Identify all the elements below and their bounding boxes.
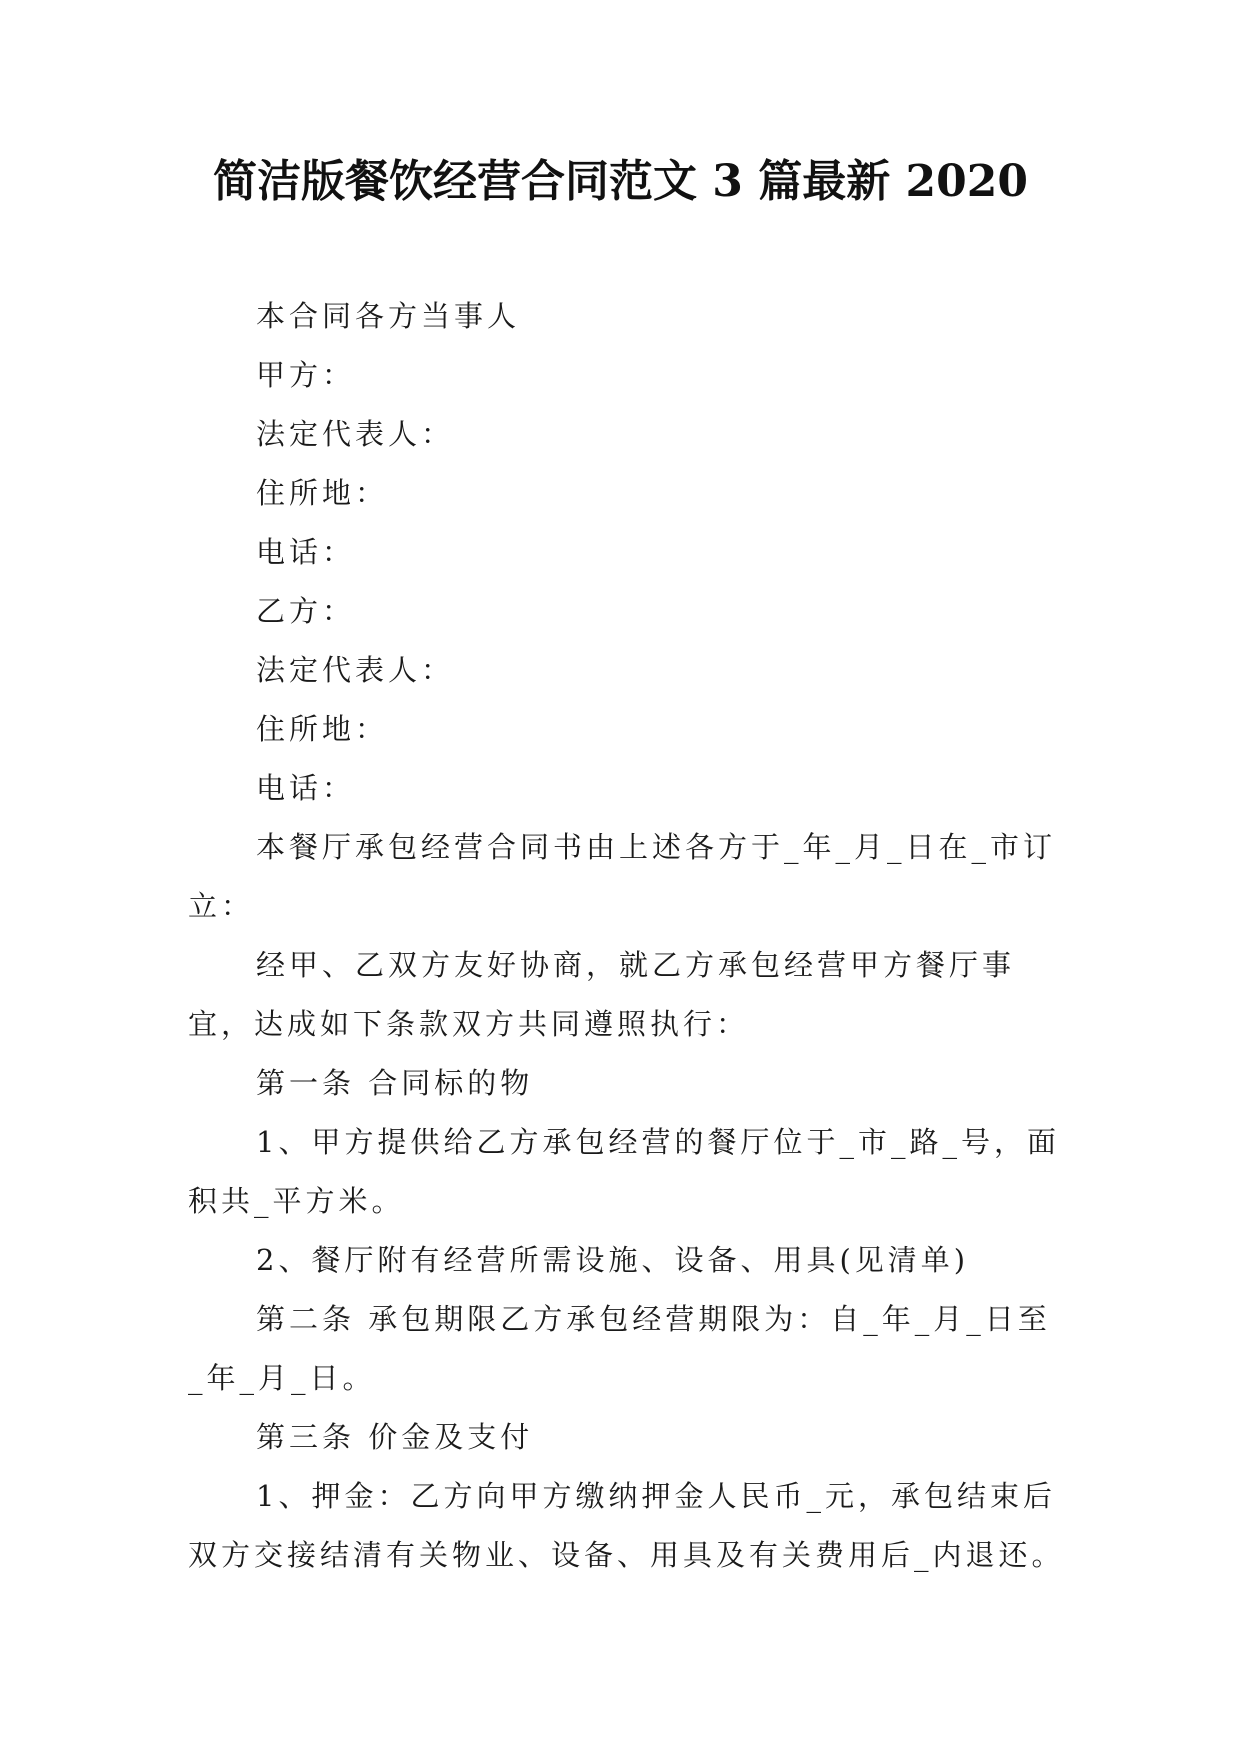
document-title: 简洁版餐饮经营合同范文 3 篇最新 2020 [212,156,1029,207]
paragraph-article-1-item-2: 2、餐厅附有经营所需设施、设备、用具(见清单) [256,1243,970,1277]
heading-article-1: 第一条 合同标的物 [256,1066,534,1100]
paragraph-party-a-phone: 电话： [256,535,356,569]
paragraph-agreement-statement: 经甲、乙双方友好协商，就乙方承包经营甲方餐厅事宜，达成如下条款双方共同遵照执行： [188,948,1016,1041]
paragraph-party-a: 甲方： [256,358,356,392]
paragraph-article-1-item-1: 1、甲方提供给乙方承包经营的餐厅位于_市_路_号，面积共_平方米。 [188,1125,1060,1218]
paragraph-party-b-address: 住所地： [256,712,389,746]
document-body [188,287,1068,1585]
heading-article-3: 第三条 价金及支付 [256,1420,534,1454]
paragraph-signing-statement: 本餐厅承包经营合同书由上述各方于_年_月_日在_市订立： [188,830,1057,923]
paragraph-party-b-phone: 电话： [256,771,356,805]
paragraph-party-b: 乙方： [256,594,356,628]
paragraph-party-b-representative: 法定代表人： [256,653,455,687]
paragraph-article-3-item-1: 1、押金：乙方向甲方缴纳押金人民币_元，承包结束后双方交接结清有关物业、设备、用具及有关费用后_内退还。 [188,1479,1065,1572]
paragraph-party-a-representative: 法定代表人： [256,417,455,451]
paragraph-article-2: 第二条 承包期限乙方承包经营期限为：自_年_月_日至_年_月_日。 [188,1302,1051,1395]
paragraph-party-a-address: 住所地： [256,476,389,510]
paragraph-parties-intro: 本合同各方当事人 [256,299,521,333]
